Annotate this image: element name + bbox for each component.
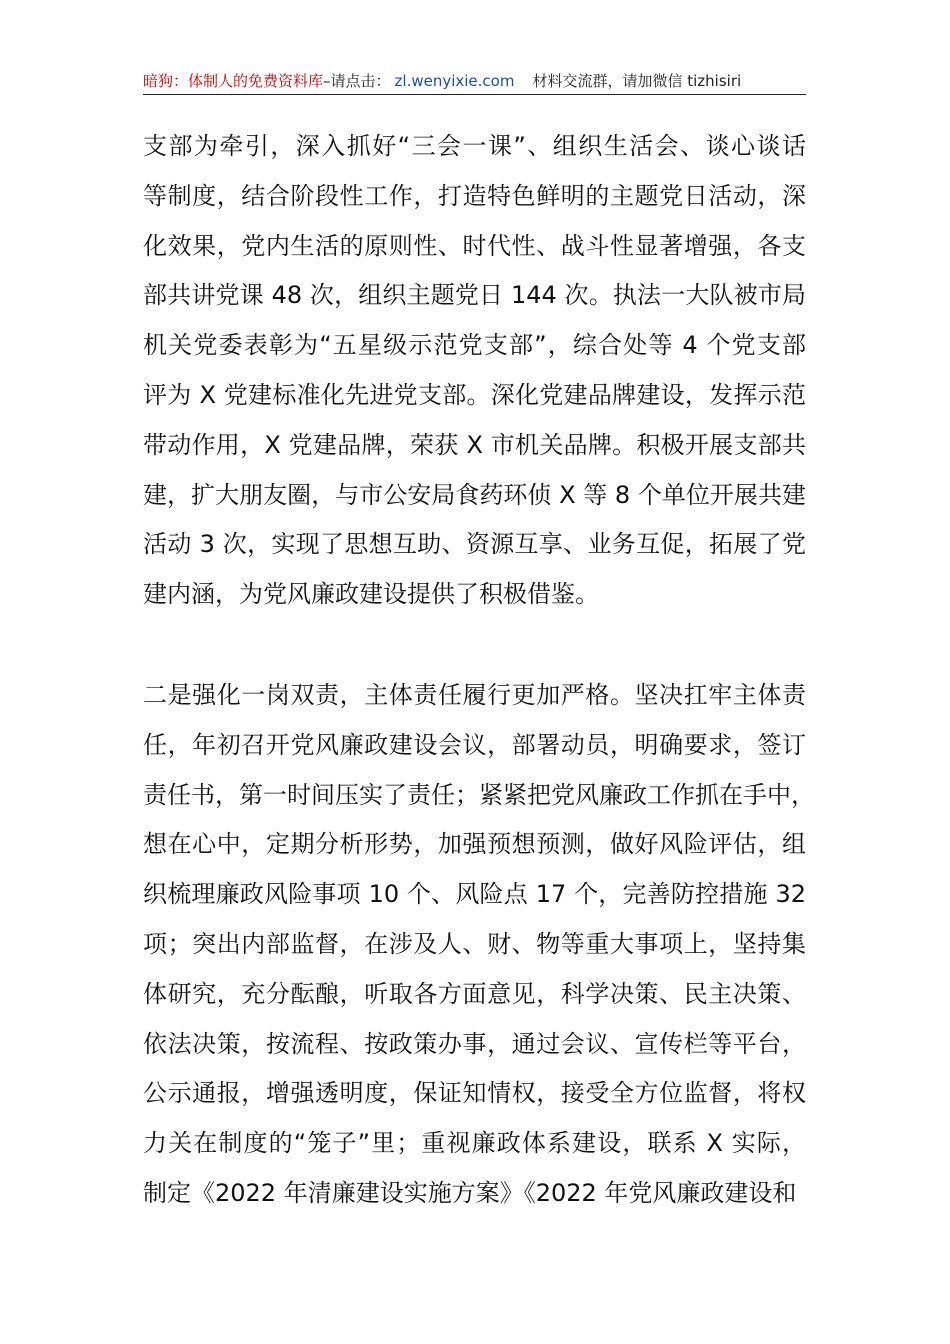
text-line: 部共讲党课 48 次，组织主题党日 144 次。执法一大队被市局 xyxy=(143,281,806,310)
page-header xyxy=(143,70,806,95)
wechat-note: 材料交流群，请加微信 tizhisiri xyxy=(532,72,742,90)
text-line: 二是强化一岗双责，主体责任履行更加严格。坚决扛牢主体责 xyxy=(143,681,806,709)
text-line: 化效果，党内生活的原则性、时代性、战斗性显著增强，各支 xyxy=(143,231,806,260)
text-line: 责任书，第一时间压实了责任；紧紧把党风廉政工作抓在手中， xyxy=(143,780,815,809)
text-line: 任，年初召开党风廉政建设会议，部署动员，明确要求，签订 xyxy=(143,730,806,759)
text-line: 依法决策，按流程、按政策办事，通过会议、宣传栏等平台， xyxy=(143,1029,806,1058)
click-prompt: –请点击： xyxy=(323,72,391,90)
text-line: 织梳理廉政风险事项 10 个、风险点 17 个，完善防控措施 32 xyxy=(143,880,806,909)
text-line: 建，扩大朋友圈，与市公安局食药环侦 X 等 8 个单位开展共建 xyxy=(143,480,806,509)
text-line: 评为 X 党建标准化先进党支部。深化党建品牌建设，发挥示范 xyxy=(143,380,806,409)
text-line: 机关党委表彰为“五星级示范党支部”，综合处等 4 个党支部 xyxy=(143,331,806,360)
site-name: 暗狗：体制人的免费资料库 xyxy=(143,72,324,90)
body-paragraph xyxy=(143,122,806,620)
text-line: 体研究，充分酝酿，听取各方面意见，科学决策、民主决策、 xyxy=(143,979,806,1008)
text-line: 活动 3 次，实现了思想互助、资源互享、业务互促，拓展了党 xyxy=(143,530,806,559)
body-paragraph xyxy=(143,671,815,1219)
text-line: 力关在制度的“笼子”里；重视廉政体系建设，联系 X 实际， xyxy=(143,1129,806,1158)
text-line: 等制度，结合阶段性工作，打造特色鲜明的主题党日活动，深 xyxy=(143,181,806,210)
text-line: 制定《2022 年清廉建设实施方案》《2022 年党风廉政建设和 xyxy=(143,1178,797,1207)
text-line: 支部为牵引，深入抓好“三会一课”、组织生活会、谈心谈话 xyxy=(143,132,806,160)
text-line: 建内涵，为党风廉政建设提供了积极借鉴。 xyxy=(143,580,599,609)
text-line: 带动作用，X 党建品牌，荣获 X 市机关品牌。积极开展支部共 xyxy=(143,430,806,459)
text-line: 公示通报，增强透明度，保证知情权，接受全方位监督，将权 xyxy=(143,1079,806,1108)
site-link[interactable]: zl.wenyixie.com xyxy=(394,72,515,90)
text-line: 项；突出内部监督，在涉及人、财、物等重大事项上，坚持集 xyxy=(143,929,806,958)
text-line: 想在心中，定期分析形势，加强预想预测，做好风险评估，组 xyxy=(143,830,806,859)
